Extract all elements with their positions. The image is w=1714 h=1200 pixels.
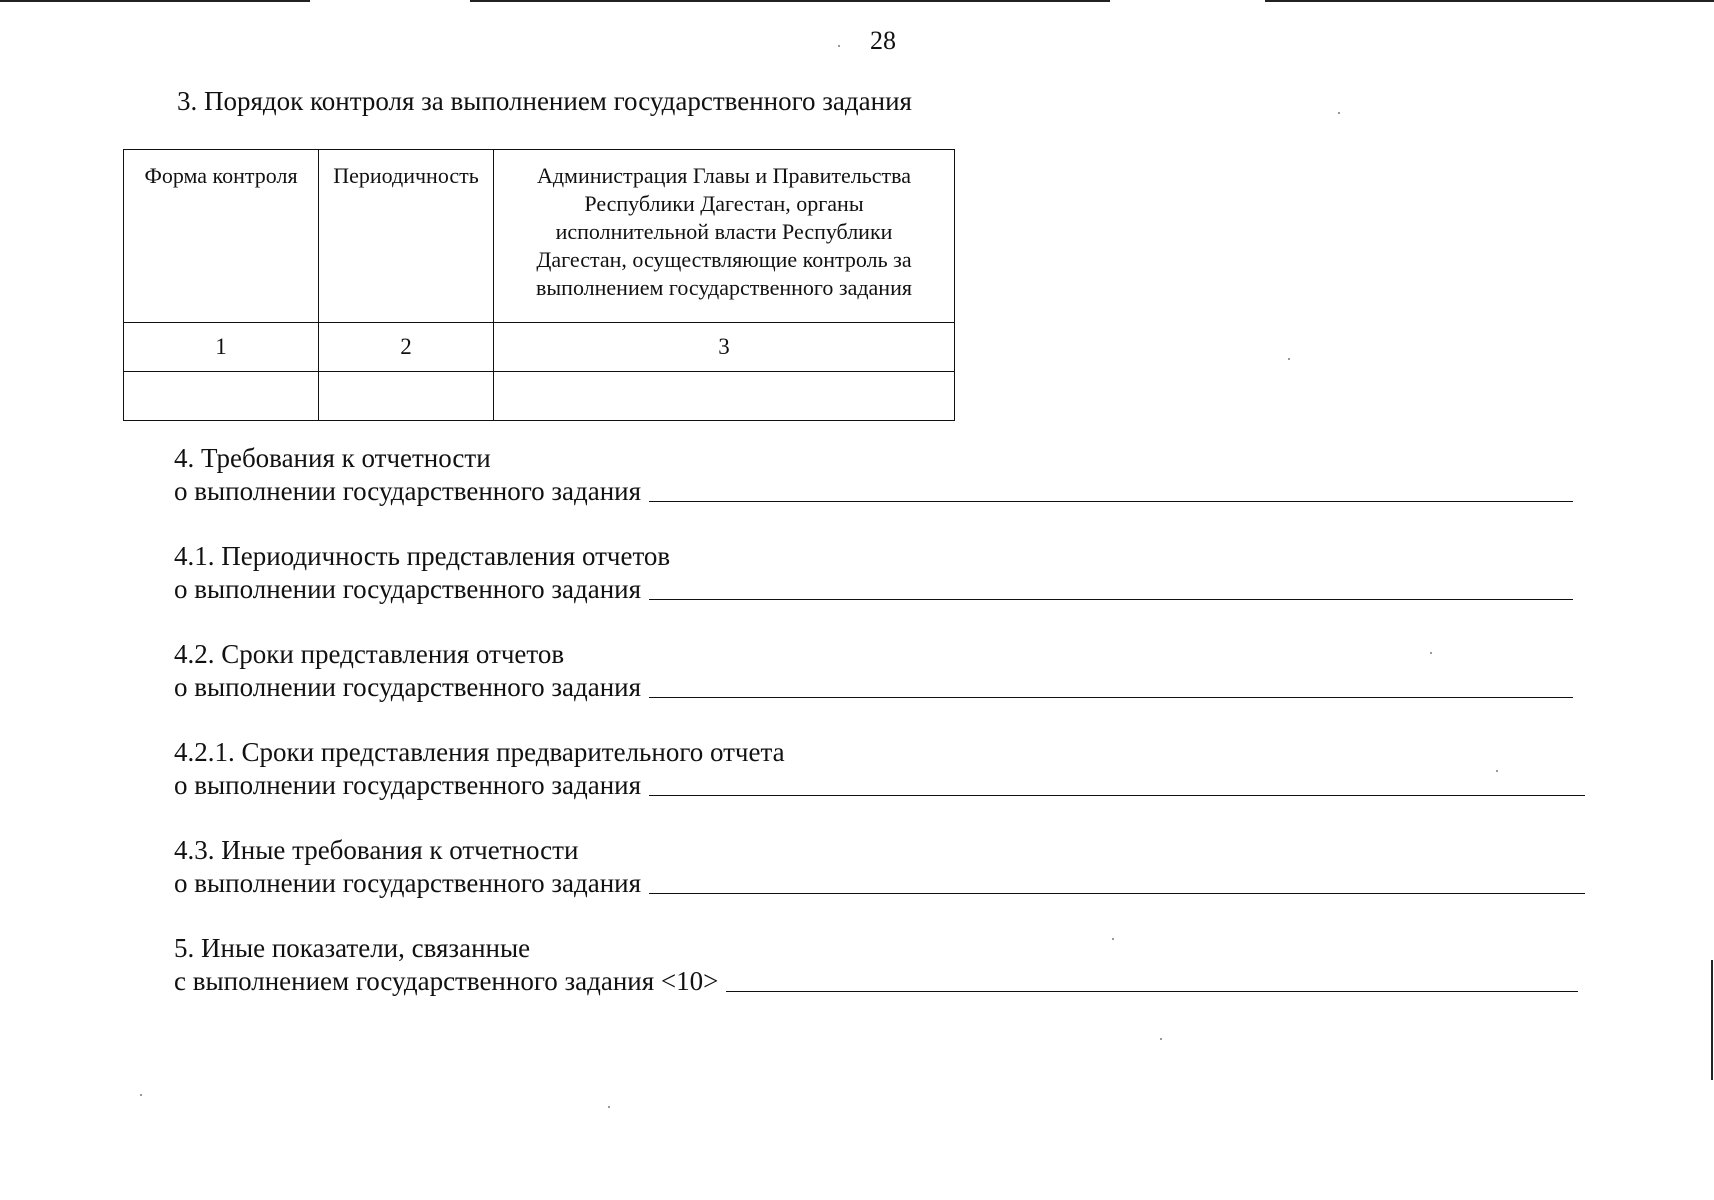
requirement-block-4-2-1 [174, 736, 1585, 802]
fill-in-line [649, 500, 1573, 502]
requirement-heading: 4.3. Иные требования к отчетности [174, 835, 579, 865]
requirement-subject: о выполнении государственного задания [174, 770, 642, 800]
requirement-heading: 4.1. Периодичность представления отчетов [174, 541, 671, 571]
empty-cell [319, 372, 494, 421]
requirement-subject: о выполнении государственного задания [174, 574, 642, 604]
page-number: 28 [870, 26, 896, 55]
requirement-subject: с выполнением государственного задания <10> [174, 966, 719, 996]
scan-edge-line [1711, 960, 1713, 1080]
scan-speck [838, 45, 840, 47]
requirement-subject: о выполнении государственного задания [174, 672, 642, 702]
fill-in-line [649, 892, 1585, 894]
requirement-heading: 4.2.1. Сроки представления предварительного отчета [174, 737, 785, 767]
table-header-row [124, 150, 955, 323]
scan-edge-line [470, 0, 1110, 2]
section-3-title: 3. Порядок контроля за выполнением государственного задания [177, 86, 912, 116]
header-controlling-authorities: Администрация Главы и Правительства Республики Дагестан, органы исполнительной власти Республики Дагестан, осуществляющие контроль за выполнением государственного задания [494, 150, 955, 323]
requirement-heading: 5. Иные показатели, связанные [174, 933, 531, 963]
scan-speck [1160, 1038, 1162, 1040]
column-number-1: 1 [124, 323, 319, 372]
requirement-block-4-3 [174, 834, 1585, 900]
scan-speck [140, 1094, 142, 1096]
fill-in-line [649, 696, 1573, 698]
scan-speck [1338, 112, 1340, 114]
requirement-subject: о выполнении государственного задания [174, 868, 642, 898]
requirement-block-4-1 [174, 540, 1573, 606]
requirement-subject: о выполнении государственного задания [174, 476, 642, 506]
table-number-row [124, 323, 955, 372]
scan-speck [1288, 358, 1290, 360]
empty-cell [124, 372, 319, 421]
column-number-3: 3 [494, 323, 955, 372]
control-table [123, 149, 955, 421]
table-empty-row [124, 372, 955, 421]
requirement-block-4 [174, 442, 1573, 508]
fill-in-line [649, 794, 1585, 796]
fill-in-line [726, 990, 1578, 992]
scan-speck [1112, 938, 1114, 940]
scan-speck [608, 1106, 610, 1108]
header-control-form: Форма контроля [124, 150, 319, 323]
requirement-block-5 [174, 932, 1578, 998]
requirement-block-4-2 [174, 638, 1573, 704]
empty-cell [494, 372, 955, 421]
fill-in-line [649, 598, 1573, 600]
column-number-2: 2 [319, 323, 494, 372]
header-periodicity: Периодичность [319, 150, 494, 323]
requirement-heading: 4.2. Сроки представления отчетов [174, 639, 565, 669]
scan-edge-line [0, 0, 310, 2]
requirement-heading: 4. Требования к отчетности [174, 443, 491, 473]
scan-speck [1430, 652, 1432, 654]
scan-edge-line [1265, 0, 1714, 2]
scan-speck [1496, 770, 1498, 772]
